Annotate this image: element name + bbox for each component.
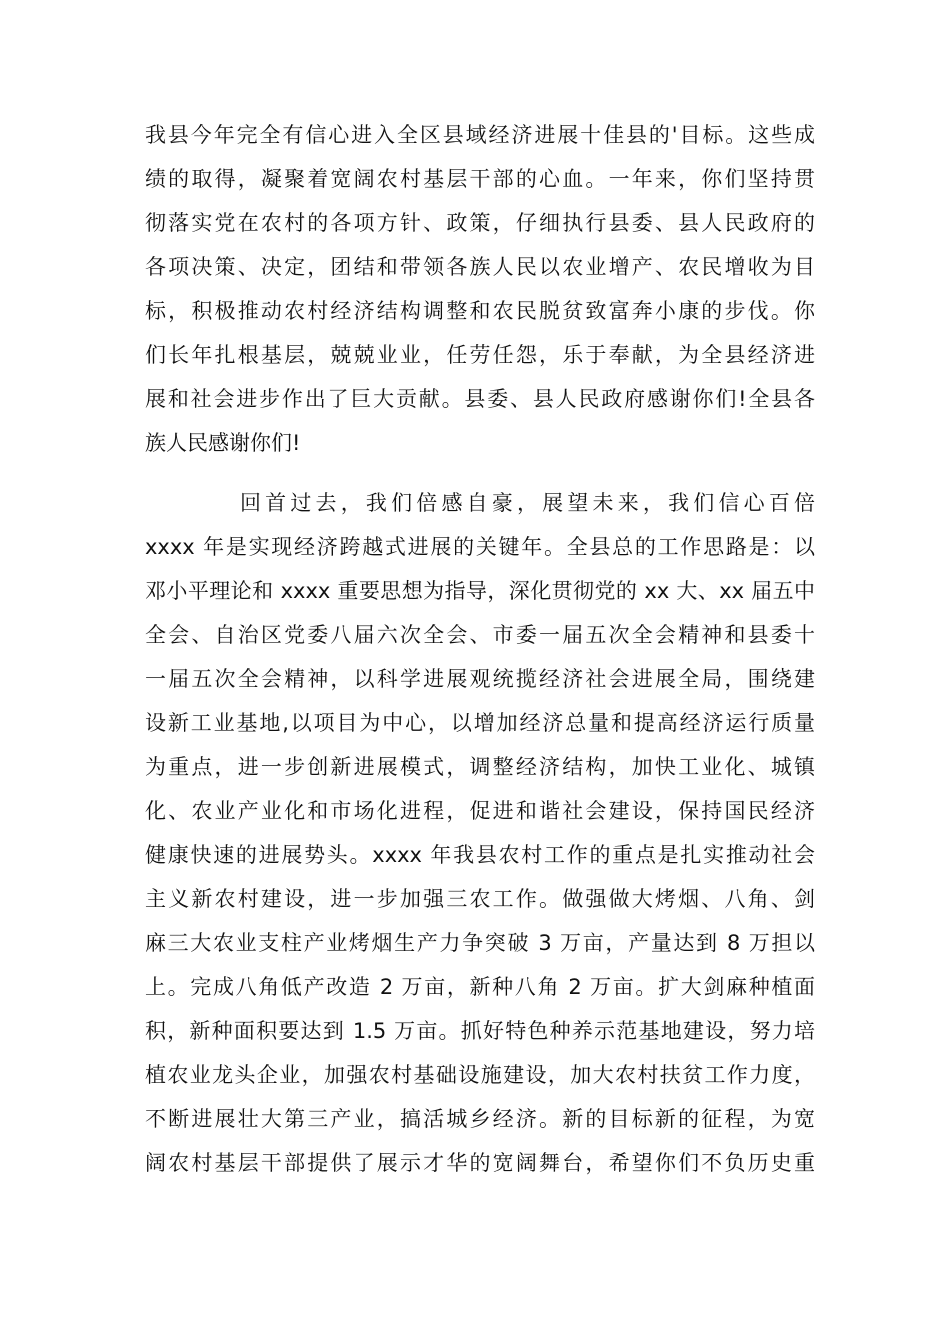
text-line: 们长年扎根基层，兢兢业业，任劳任怨，乐于奉献，为全县经济进 (145, 343, 815, 367)
text-line: 不断进展壮大第三产业，搞活城乡经济。新的目标新的征程，为宽 (145, 1107, 815, 1131)
text-line: 一届五次全会精神，以科学进展观统揽经济社会进展全局，围绕建 (145, 667, 815, 691)
text-line: 标，积极推动农村经济结构调整和农民脱贫致富奔小康的步伐。你 (145, 299, 815, 323)
text-line: 展和社会进步作出了巨大贡献。县委、县人民政府感谢你们!全县各 (145, 387, 815, 411)
text-line: 化、农业产业化和市场化进程，促进和谐社会建设，保持国民经济 (145, 799, 815, 823)
text-line: 绩的取得，凝聚着宽阔农村基层干部的心血。一年来，你们坚持贯 (145, 167, 815, 191)
text-line: 为重点，进一步创新进展模式，调整经济结构，加快工业化、城镇 (145, 755, 815, 779)
paragraph-2 (145, 481, 815, 1185)
paragraph-1 (145, 113, 815, 465)
text-line: 彻落实党在农村的各项方针、政策，仔细执行县委、县人民政府的 (145, 211, 815, 235)
text-line: 积，新种面积要达到 1.5 万亩。抓好特色种养示范基地建设，努力培 (145, 1019, 815, 1043)
text-line: 主义新农村建设，进一步加强三农工作。做强做大烤烟、八角、剑 (145, 887, 815, 911)
text-line: 植农业龙头企业，加强农村基础设施建设，加大农村扶贫工作力度， (145, 1063, 815, 1087)
text-line: 回首过去，我们倍感自豪，展望未来，我们信心百倍 (240, 491, 815, 515)
text-line: 各项决策、决定，团结和带领各族人民以农业增产、农民增收为目 (145, 255, 815, 279)
text-line: 阔农村基层干部提供了展示才华的宽阔舞台，希望你们不负历史重 (145, 1151, 815, 1175)
text-line: 健康快速的进展势头。xxxx 年我县农村工作的重点是扎实推动社会 (145, 843, 815, 867)
text-line: 族人民感谢你们! (145, 431, 301, 455)
text-line: 邓小平理论和 xxxx 重要思想为指导，深化贯彻党的 xx 大、xx 届五中 (145, 579, 815, 603)
text-line: xxxx 年是实现经济跨越式进展的关键年。全县总的工作思路是：以 (145, 535, 815, 559)
text-line: 设新工业基地,以项目为中心，以增加经济总量和提高经济运行质量 (145, 711, 815, 735)
text-line: 我县今年完全有信心进入全区县域经济进展十佳县的'目标。这些成 (145, 123, 815, 147)
text-line: 上。完成八角低产改造 2 万亩，新种八角 2 万亩。扩大剑麻种植面 (145, 975, 815, 999)
text-line: 麻三大农业支柱产业烤烟生产力争突破 3 万亩，产量达到 8 万担以 (145, 931, 815, 955)
text-line: 全会、自治区党委八届六次全会、市委一届五次全会精神和县委十 (145, 623, 815, 647)
